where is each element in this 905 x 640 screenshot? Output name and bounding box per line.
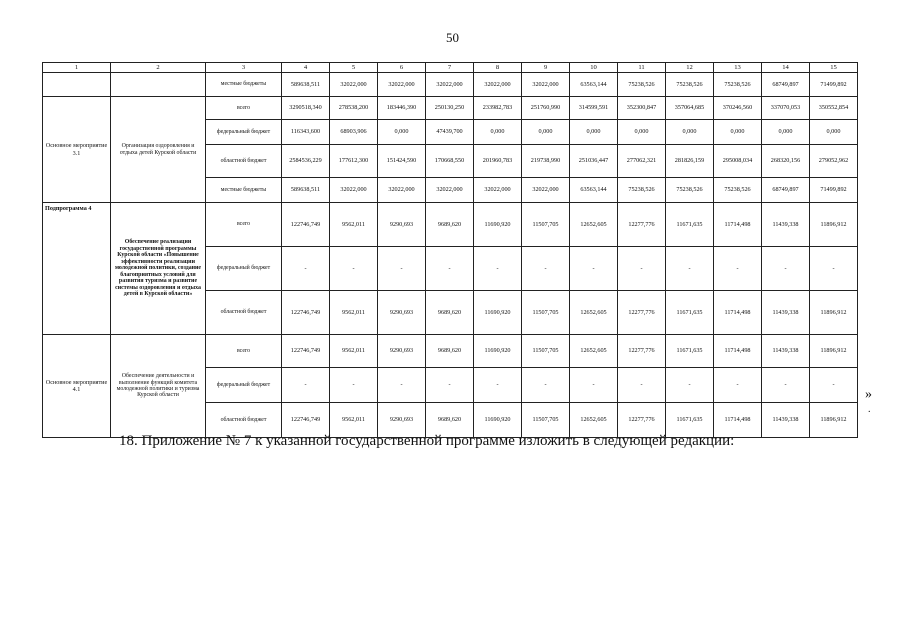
value-cell: 9562,011 — [330, 403, 378, 438]
value-cell: - — [666, 247, 714, 291]
value-cell: 11714,498 — [714, 203, 762, 247]
value-cell: 32022,000 — [378, 178, 426, 203]
value-cell: 277062,321 — [618, 145, 666, 178]
value-cell: 32022,000 — [522, 178, 570, 203]
empty-cell — [111, 73, 206, 97]
value-cell: - — [378, 247, 426, 291]
value-cell: 47439,700 — [426, 120, 474, 145]
value-cell: 12277,776 — [618, 203, 666, 247]
value-cell: 12277,776 — [618, 335, 666, 368]
value-cell: 116343,600 — [282, 120, 330, 145]
table-row — [43, 97, 858, 120]
value-cell: 0,000 — [474, 120, 522, 145]
value-cell: 278538,200 — [330, 97, 378, 120]
value-cell: 9562,011 — [330, 203, 378, 247]
value-cell: 75238,526 — [618, 178, 666, 203]
source-label: местные бюджеты — [206, 178, 282, 203]
value-cell: - — [522, 247, 570, 291]
value-cell: 75238,526 — [666, 178, 714, 203]
header-cell: 5 — [330, 63, 378, 73]
value-cell: 9290,693 — [378, 203, 426, 247]
value-cell: 0,000 — [570, 120, 618, 145]
value-cell: - — [762, 368, 810, 403]
row-code-cell: Основное мероприятие 4.1 — [43, 335, 111, 438]
value-cell: - — [282, 247, 330, 291]
value-cell: 268320,156 — [762, 145, 810, 178]
value-cell: 177612,300 — [330, 145, 378, 178]
row-title-cell: Обеспечение деятельности и выполнение функций комитета молодежной политики и туризма Курской области — [111, 335, 206, 438]
value-cell: 219738,990 — [522, 145, 570, 178]
value-cell: 250130,250 — [426, 97, 474, 120]
header-cell: 3 — [206, 63, 282, 73]
source-label: областной бюджет — [206, 145, 282, 178]
header-cell: 11 — [618, 63, 666, 73]
value-cell: 32022,000 — [474, 73, 522, 97]
value-cell: - — [570, 368, 618, 403]
value-cell: 75238,526 — [714, 73, 762, 97]
value-cell: - — [282, 368, 330, 403]
value-cell: - — [714, 247, 762, 291]
value-cell: 122746,749 — [282, 335, 330, 368]
value-cell: 12652,605 — [570, 291, 618, 335]
value-cell: 0,000 — [666, 120, 714, 145]
value-cell: 32022,000 — [474, 178, 522, 203]
value-cell: 370246,560 — [714, 97, 762, 120]
value-cell: 279052,962 — [810, 145, 858, 178]
page-number: 50 — [446, 30, 459, 45]
value-cell: - — [810, 247, 858, 291]
value-cell: 9689,620 — [426, 335, 474, 368]
value-cell: 12277,776 — [618, 403, 666, 438]
header-cell: 9 — [522, 63, 570, 73]
value-cell: 122746,749 — [282, 403, 330, 438]
source-label: федеральный бюджет — [206, 368, 282, 403]
value-cell: - — [810, 368, 858, 403]
closing-dot: . — [868, 404, 871, 415]
value-cell: - — [426, 247, 474, 291]
value-cell: - — [618, 368, 666, 403]
value-cell: 3290518,340 — [282, 97, 330, 120]
header-cell: 6 — [378, 63, 426, 73]
header-cell: 14 — [762, 63, 810, 73]
value-cell: 9562,011 — [330, 291, 378, 335]
header-cell: 8 — [474, 63, 522, 73]
value-cell: 11507,705 — [522, 203, 570, 247]
header-cell: 4 — [282, 63, 330, 73]
header-cell: 13 — [714, 63, 762, 73]
value-cell: 9689,620 — [426, 291, 474, 335]
value-cell: 151424,590 — [378, 145, 426, 178]
value-cell: 11896,912 — [810, 291, 858, 335]
value-cell: 352300,847 — [618, 97, 666, 120]
value-cell: - — [378, 368, 426, 403]
value-cell: 11896,912 — [810, 335, 858, 368]
value-cell: 295008,034 — [714, 145, 762, 178]
value-cell: 9290,693 — [378, 403, 426, 438]
value-cell: 314599,591 — [570, 97, 618, 120]
source-label: всего — [206, 335, 282, 368]
value-cell: 183446,390 — [378, 97, 426, 120]
value-cell: 0,000 — [618, 120, 666, 145]
value-cell: 11507,705 — [522, 335, 570, 368]
value-cell: 11671,635 — [666, 335, 714, 368]
source-label: областной бюджет — [206, 291, 282, 335]
value-cell: 589638,511 — [282, 178, 330, 203]
row-title-cell: Организация оздоровления и отдыха детей Курской области — [111, 97, 206, 203]
value-cell: - — [474, 368, 522, 403]
value-cell: 2584536,229 — [282, 145, 330, 178]
value-cell: 357064,685 — [666, 97, 714, 120]
value-cell: 32022,000 — [426, 178, 474, 203]
value-cell: 12652,605 — [570, 335, 618, 368]
empty-cell — [43, 73, 111, 97]
budget-table — [42, 62, 858, 438]
source-label: всего — [206, 97, 282, 120]
value-cell: 32022,000 — [522, 73, 570, 97]
value-cell: 233982,783 — [474, 97, 522, 120]
value-cell: 11896,912 — [810, 203, 858, 247]
value-cell: 11439,338 — [762, 291, 810, 335]
value-cell: 11690,920 — [474, 403, 522, 438]
value-cell: 68749,897 — [762, 178, 810, 203]
value-cell: 337070,053 — [762, 97, 810, 120]
source-label: федеральный бюджет — [206, 120, 282, 145]
value-cell: 0,000 — [810, 120, 858, 145]
value-cell: 71499,892 — [810, 73, 858, 97]
value-cell: - — [426, 368, 474, 403]
value-cell: 75238,526 — [666, 73, 714, 97]
value-cell: 9290,693 — [378, 335, 426, 368]
row-code-cell: Подпрограмма 4 — [43, 203, 111, 335]
source-label: областной бюджет — [206, 403, 282, 438]
amendment-paragraph: 18. Приложение № 7 к указанной государственной программе изложить в следующей редакции: — [119, 433, 735, 449]
header-cell: 7 — [426, 63, 474, 73]
value-cell: 122746,749 — [282, 291, 330, 335]
value-cell: 11507,705 — [522, 291, 570, 335]
value-cell: 0,000 — [522, 120, 570, 145]
value-cell: - — [330, 368, 378, 403]
header-cell: 10 — [570, 63, 618, 73]
value-cell: 68749,897 — [762, 73, 810, 97]
value-cell: 201960,783 — [474, 145, 522, 178]
value-cell: 32022,000 — [330, 178, 378, 203]
value-cell: 0,000 — [762, 120, 810, 145]
value-cell: - — [330, 247, 378, 291]
value-cell: 589638,511 — [282, 73, 330, 97]
value-cell: 350552,854 — [810, 97, 858, 120]
value-cell: 9290,693 — [378, 291, 426, 335]
table-row — [43, 203, 858, 247]
value-cell: 9689,620 — [426, 403, 474, 438]
value-cell: 281826,159 — [666, 145, 714, 178]
row-code-cell: Основное мероприятие 3.1 — [43, 97, 111, 203]
value-cell: 11671,635 — [666, 403, 714, 438]
value-cell: 32022,000 — [378, 73, 426, 97]
value-cell: 170668,550 — [426, 145, 474, 178]
value-cell: 71499,892 — [810, 178, 858, 203]
header-row — [43, 63, 858, 73]
value-cell: 11690,920 — [474, 335, 522, 368]
value-cell: 11671,635 — [666, 291, 714, 335]
value-cell: 11439,338 — [762, 403, 810, 438]
value-cell: 11714,498 — [714, 291, 762, 335]
value-cell: - — [618, 247, 666, 291]
value-cell: - — [522, 368, 570, 403]
header-cell: 15 — [810, 63, 858, 73]
value-cell: 122746,749 — [282, 203, 330, 247]
value-cell: 11671,635 — [666, 203, 714, 247]
value-cell: - — [570, 247, 618, 291]
value-cell: 12652,605 — [570, 403, 618, 438]
value-cell: - — [762, 247, 810, 291]
value-cell: 0,000 — [714, 120, 762, 145]
value-cell: 11439,338 — [762, 335, 810, 368]
value-cell: 63563,144 — [570, 178, 618, 203]
value-cell: 32022,000 — [330, 73, 378, 97]
value-cell: 251036,447 — [570, 145, 618, 178]
source-label: всего — [206, 203, 282, 247]
table-row — [43, 335, 858, 368]
value-cell: 12277,776 — [618, 291, 666, 335]
value-cell: 11714,498 — [714, 403, 762, 438]
value-cell: - — [474, 247, 522, 291]
table-row — [43, 73, 858, 97]
value-cell: 251760,990 — [522, 97, 570, 120]
value-cell: 0,000 — [378, 120, 426, 145]
value-cell: 11714,498 — [714, 335, 762, 368]
value-cell: 11507,705 — [522, 403, 570, 438]
value-cell: 11690,920 — [474, 291, 522, 335]
value-cell: 63563,144 — [570, 73, 618, 97]
header-cell: 2 — [111, 63, 206, 73]
value-cell: 75238,526 — [618, 73, 666, 97]
header-cell: 1 — [43, 63, 111, 73]
value-cell: 75238,526 — [714, 178, 762, 203]
row-title-cell: Обеспечение реализации государственной программы Курской области «Повышение эффективности реализации молодежной политики, создание благоприятных условий для развития туризма и развитие системы оздоровления и отдыха детей в Курской области» — [111, 203, 206, 335]
value-cell: 11439,338 — [762, 203, 810, 247]
value-cell: 68903,906 — [330, 120, 378, 145]
value-cell: - — [714, 368, 762, 403]
value-cell: 9562,011 — [330, 335, 378, 368]
source-label: федеральный бюджет — [206, 247, 282, 291]
value-cell: 9689,620 — [426, 203, 474, 247]
value-cell: 11896,912 — [810, 403, 858, 438]
closing-quote: » — [865, 387, 872, 402]
value-cell: 11690,920 — [474, 203, 522, 247]
value-cell: 32022,000 — [426, 73, 474, 97]
value-cell: 12652,605 — [570, 203, 618, 247]
header-cell: 12 — [666, 63, 714, 73]
source-label: местные бюджеты — [206, 73, 282, 97]
value-cell: - — [666, 368, 714, 403]
